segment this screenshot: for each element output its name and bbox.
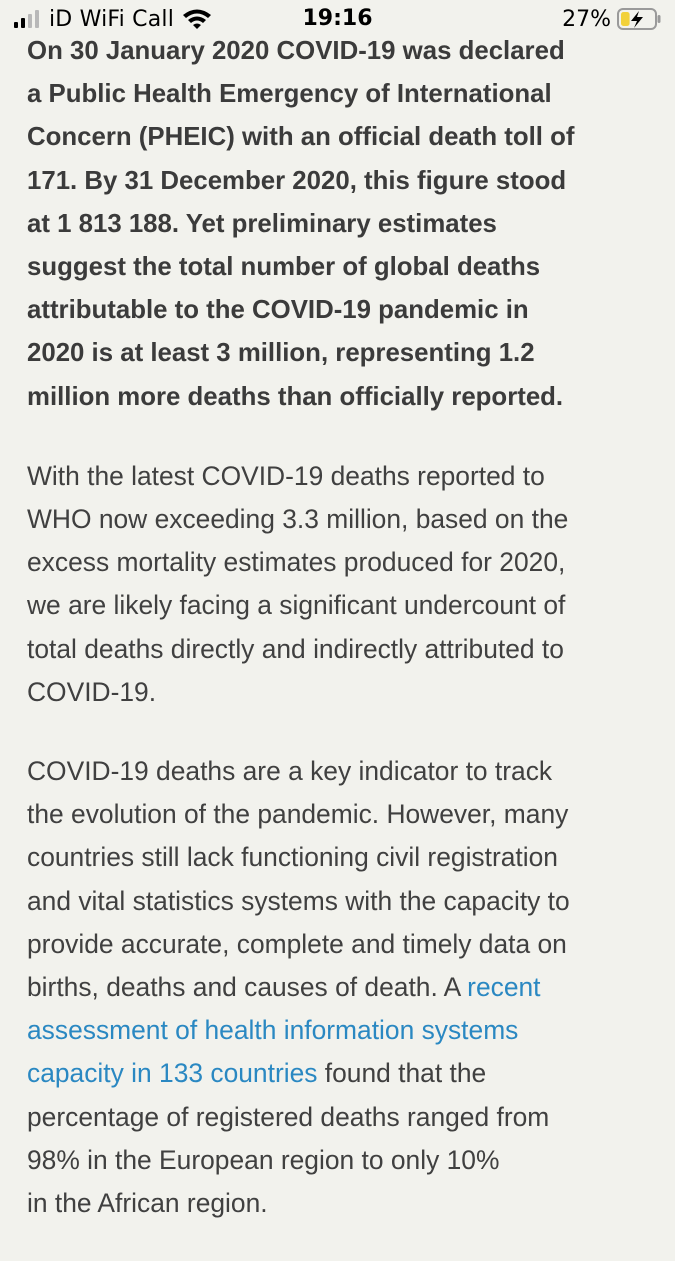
status-right bbox=[562, 6, 661, 32]
carrier-name: iD WiFi Call bbox=[49, 6, 175, 32]
paragraph-line: COVID-19 deaths are a key indicator to track bbox=[27, 756, 553, 787]
article-paragraph-3 bbox=[27, 750, 652, 1225]
paragraph-line: the evolution of the pandemic. However, many bbox=[27, 799, 569, 830]
paragraph-line: million more deaths than officially reported. bbox=[27, 382, 564, 411]
paragraph-line: births, deaths and causes of death. A bbox=[27, 972, 468, 1003]
article-paragraph-2 bbox=[27, 455, 652, 714]
paragraph-line: total deaths directly and indirectly attributed to bbox=[27, 633, 564, 664]
paragraph-line: excess mortality estimates produced for 2020, bbox=[27, 547, 566, 578]
link-text[interactable]: capacity in 133 countries bbox=[27, 1058, 318, 1089]
battery-charging-icon bbox=[617, 8, 661, 30]
link-text[interactable]: assessment of health information systems bbox=[27, 1015, 519, 1046]
paragraph-line: Concern (PHEIC) with an official death toll of bbox=[27, 123, 575, 152]
paragraph-line: at 1 813 188. Yet preliminary estimates bbox=[27, 209, 497, 238]
article-paragraph-1 bbox=[27, 30, 652, 419]
paragraph-line: provide accurate, complete and timely data on bbox=[27, 928, 567, 959]
paragraph-line: On 30 January 2020 COVID-19 was declared bbox=[27, 37, 565, 65]
battery-percent: 27% bbox=[562, 6, 611, 32]
paragraph-line: and vital statistics systems with the capacity to bbox=[27, 885, 570, 916]
paragraph-line: 98% in the European region to only 10% bbox=[27, 1144, 500, 1175]
paragraph-line: we are likely facing a significant undercount of bbox=[27, 590, 566, 621]
paragraph-line: in the African region. bbox=[27, 1188, 268, 1219]
status-time: 19:16 bbox=[302, 6, 373, 31]
article-content bbox=[27, 30, 652, 1261]
paragraph-line: a Public Health Emergency of International bbox=[27, 80, 552, 109]
paragraph-line: 2020 is at least 3 million, representing 1.2 bbox=[27, 339, 535, 368]
link-text[interactable]: recent bbox=[467, 972, 541, 1003]
paragraph-line: found that the bbox=[317, 1058, 487, 1089]
paragraph-line: WHO now exceeding 3.3 million, based on the bbox=[27, 504, 569, 535]
paragraph-line: With the latest COVID-19 deaths reported to bbox=[27, 460, 545, 491]
paragraph-line: 171. By 31 December 2020, this figure stood bbox=[27, 166, 567, 195]
paragraph-line: suggest the total number of global deaths bbox=[27, 253, 541, 282]
paragraph-line: countries still lack functioning civil registration bbox=[27, 842, 558, 873]
paragraph-line: percentage of registered deaths ranged from bbox=[27, 1101, 550, 1132]
paragraph-line: COVID-19. bbox=[27, 676, 157, 707]
paragraph-line: attributable to the COVID-19 pandemic in bbox=[27, 296, 529, 325]
